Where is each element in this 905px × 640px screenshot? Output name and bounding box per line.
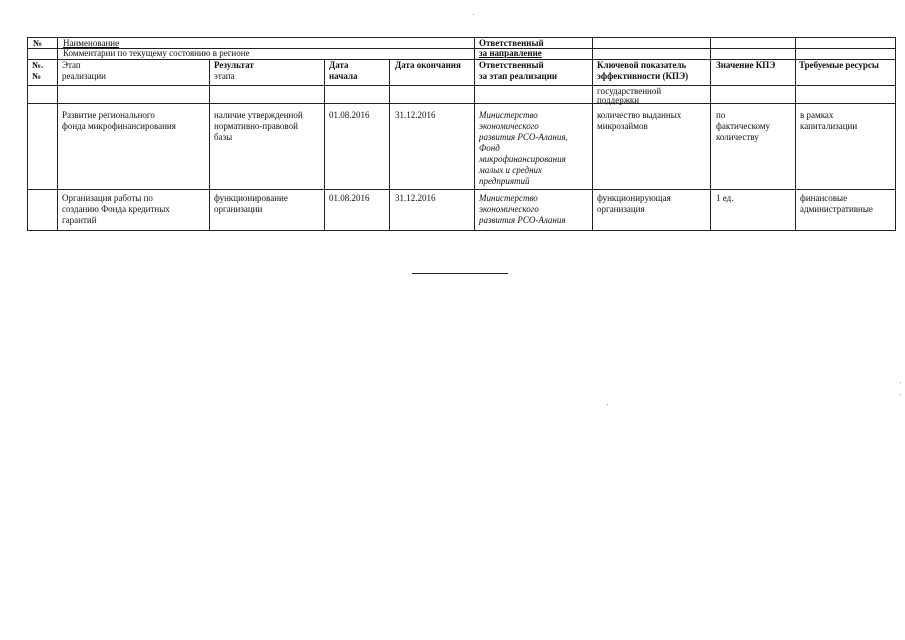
- row1-start-date: 01.08.2016: [329, 110, 370, 120]
- column-kpi-value-header: Значение КПЭ: [716, 60, 776, 70]
- responsible-direction-header: Ответственный: [479, 38, 544, 48]
- column-divider: [474, 38, 475, 230]
- column-stage-header: Этап: [62, 60, 81, 70]
- scan-speck: [607, 404, 608, 405]
- column-responsible-header: Ответственный: [479, 60, 544, 70]
- column-divider: [592, 38, 593, 230]
- column-divider: [795, 38, 796, 230]
- row2-stage: Организация работы по созданию Фонда кредитных гарантий: [62, 193, 170, 225]
- row1-stage: Развитие регионального фонда микрофинансирования: [62, 110, 176, 131]
- action-plan-table: [27, 37, 896, 231]
- row2-responsible: Министерство экономического развития РСО-Алания: [479, 193, 566, 225]
- column-start-header: начала: [329, 71, 358, 81]
- column-responsible-header: за этап реализации: [479, 71, 558, 81]
- scan-speck: [900, 382, 901, 383]
- row-divider: [28, 85, 895, 86]
- row2-kpi-value: 1 ед.: [716, 193, 734, 203]
- column-end-header: Дата окончания: [395, 60, 461, 70]
- row-divider: [28, 189, 895, 190]
- number-header: №: [33, 38, 43, 48]
- row1-resources: в рамках капитализации: [800, 110, 858, 131]
- column-result-header: Результат: [214, 60, 254, 70]
- row2-start-date: 01.08.2016: [329, 193, 370, 203]
- column-divider: [389, 59, 390, 230]
- carryover-text: государственной: [597, 86, 662, 96]
- column-divider: [324, 59, 325, 230]
- row1-kpi: количество выданных микрозаймов: [597, 110, 682, 131]
- responsible-direction-header: за направление: [479, 48, 542, 58]
- row2-resources: финансовые административные: [800, 193, 873, 214]
- row1-kpi-value: по фактическому количеству: [716, 110, 771, 142]
- column-stage-header: реализации: [62, 71, 106, 81]
- column-divider: [57, 38, 58, 230]
- row1-end-date: 31.12.2016: [395, 110, 436, 120]
- column-divider: [209, 59, 210, 230]
- row2-result: функционирование организации: [214, 193, 288, 214]
- column-result-header: этапа: [214, 71, 235, 81]
- comment-header: Комментарии по текущему состоянию в регионе: [63, 48, 250, 58]
- row1-responsible: Министерство экономического развития РСО-Алания, Фонд микрофинансирования малых и средних предприятий: [479, 110, 568, 186]
- row2-kpi: функционирующая организация: [597, 193, 671, 214]
- scan-speck: [473, 14, 474, 15]
- column-start-header: Дата: [329, 60, 349, 70]
- column-kpi-header: Ключевой показатель: [597, 60, 687, 70]
- carryover-text: поддержки: [597, 95, 640, 105]
- name-header: Наименование: [63, 38, 120, 48]
- column-divider: [710, 38, 711, 230]
- row1-result: наличие утвержденной нормативно-правовой базы: [214, 110, 303, 142]
- column-kpi-header: эффективности (КПЭ): [597, 71, 689, 81]
- footer-rule: [412, 273, 508, 274]
- column-number-header: №: [32, 71, 42, 81]
- column-number-header: №.: [32, 60, 44, 70]
- row-divider: [28, 103, 895, 104]
- row2-end-date: 31.12.2016: [395, 193, 436, 203]
- column-resources-header: Требуемые ресурсы: [799, 60, 879, 70]
- scan-speck: [900, 394, 901, 395]
